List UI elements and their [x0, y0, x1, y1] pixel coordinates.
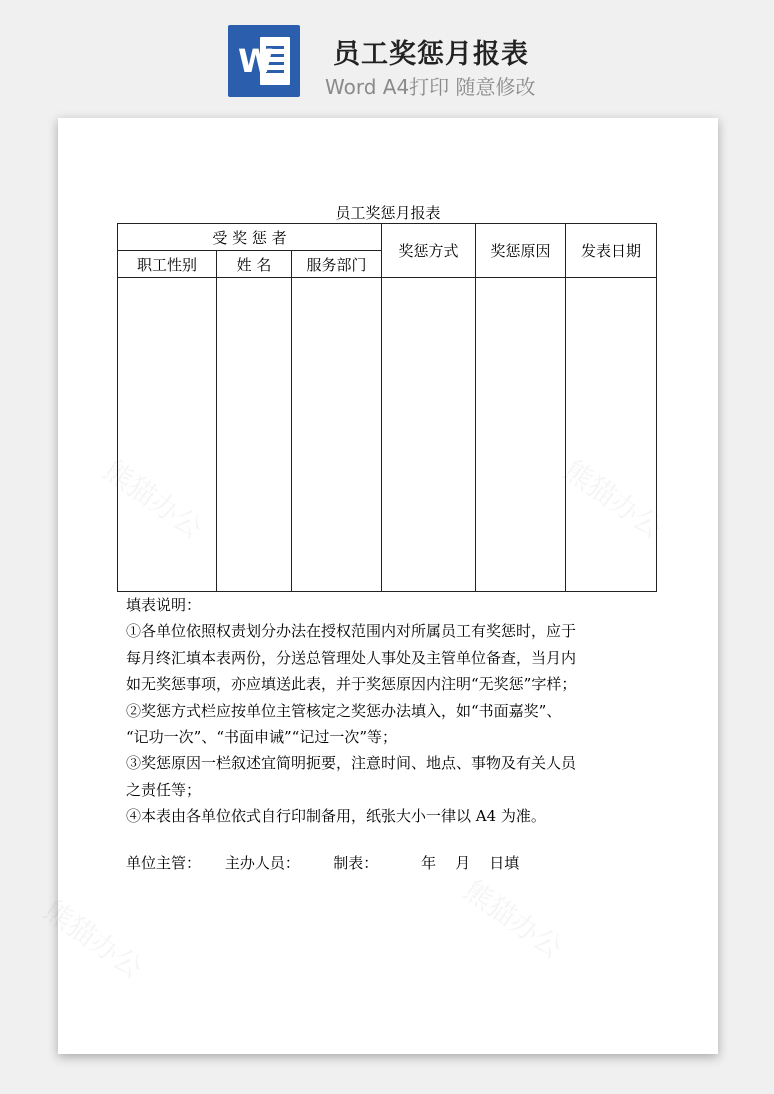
note-line: 每月终汇填本表两份，分送总管理处人事处及主管单位备查，当月内	[126, 648, 577, 667]
table-cell[interactable]	[292, 278, 382, 592]
header-gender: 职工性别	[118, 251, 217, 278]
note-line: ③奖惩原因一栏叙述宜简明扼要，注意时间、地点、事物及有关人员	[126, 754, 577, 773]
note-line: ④本表由各单位依式自行印制备用，纸张大小一律以 A4 为准。	[126, 807, 546, 826]
note-line: ②奖惩方式栏应按单位主管核定之奖惩办法填入，如“书面嘉奖”、	[126, 701, 562, 720]
table-cell[interactable]	[382, 278, 476, 592]
header-recipient-group: 受 奖 惩 者	[118, 224, 382, 251]
watermark	[457, 869, 572, 966]
table-title: 员工奖惩月报表	[335, 204, 441, 222]
word-logo-letter: W	[238, 42, 274, 80]
header-name: 姓 名	[217, 251, 292, 278]
note-line: 如无奖惩事项，亦应填送此表，并于奖惩原因内注明“无奖惩”字样；	[126, 675, 577, 694]
table-cell[interactable]	[566, 278, 657, 592]
signoff-line: 单位主管： 主办人员： 制表： 年 月 日填	[126, 854, 520, 872]
banner-subtitle: Word A4打印 随意修改	[325, 75, 536, 99]
table-cell[interactable]	[217, 278, 292, 592]
banner-title: 员工奖惩月报表	[333, 39, 529, 70]
word-document-icon	[228, 25, 300, 97]
note-line: “记功一次”、“书面申诫”“记过一次”等；	[126, 728, 398, 747]
reward-penalty-table	[117, 223, 657, 592]
header-reason: 奖惩原因	[476, 224, 566, 278]
note-line: 之责任等；	[126, 780, 202, 799]
table-cell[interactable]	[118, 278, 217, 592]
header-department: 服务部门	[292, 251, 382, 278]
fill-instructions	[126, 592, 656, 830]
document-page	[58, 118, 718, 1054]
header-method: 奖惩方式	[382, 224, 476, 278]
note-line: ①各单位依照权责划分办法在授权范围内对所属员工有奖惩时，应于	[126, 622, 577, 641]
watermark	[37, 889, 152, 986]
notes-title: 填表说明：	[126, 596, 202, 614]
header-date: 发表日期	[566, 224, 657, 278]
header-banner	[0, 0, 774, 118]
table-cell[interactable]	[476, 278, 566, 592]
